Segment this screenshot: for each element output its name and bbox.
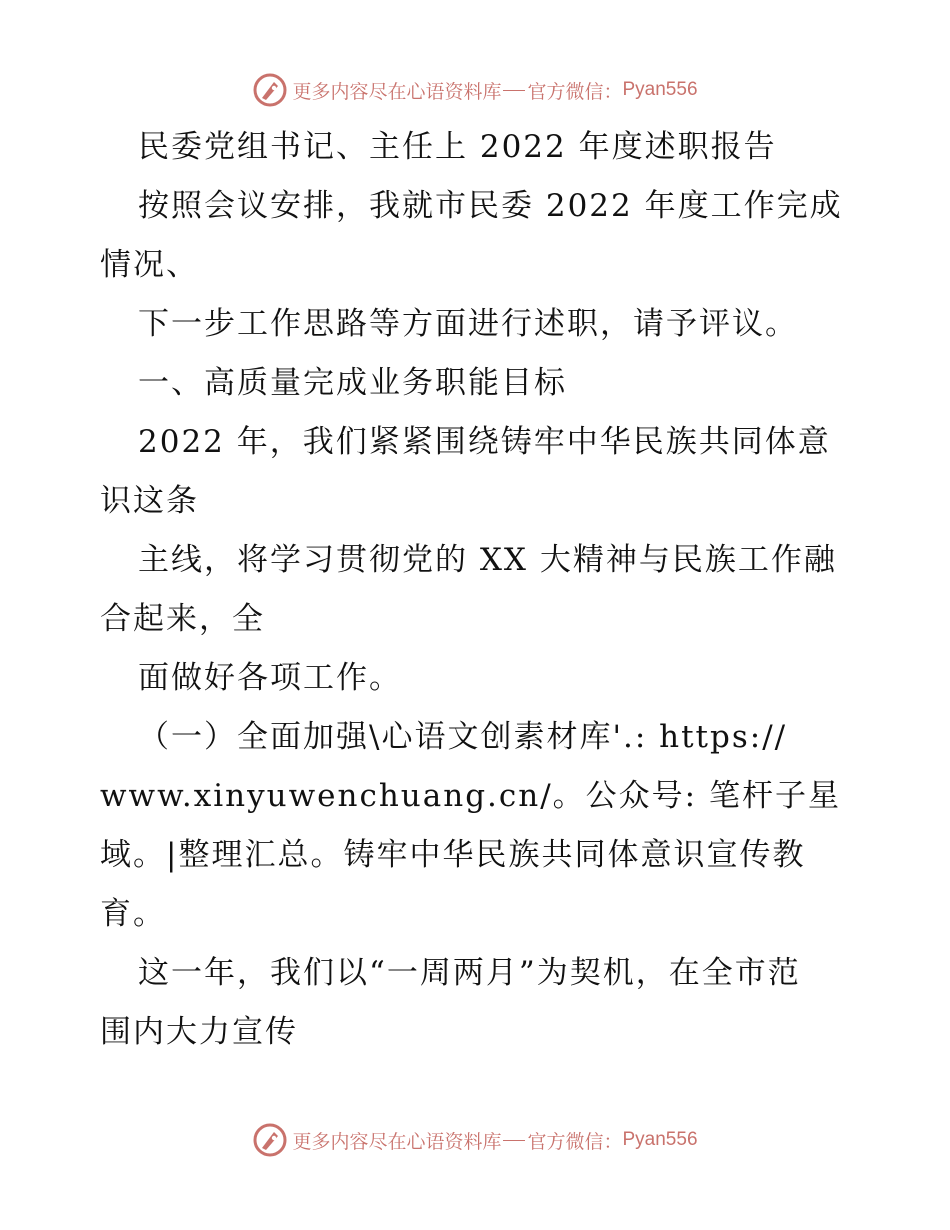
- text-line: 识这条: [100, 483, 199, 519]
- section-heading: 一、高质量完成业务职能目标: [138, 365, 567, 401]
- text-line: 2022 年，我们紧紧围绕铸牢中华民族共同体意: [138, 424, 831, 460]
- header-watermark: [0, 70, 950, 110]
- watermark-label: 官方微信：: [527, 1130, 623, 1153]
- watermark-label: 官方微信：: [527, 80, 623, 103]
- watermark-text: 更多内容尽在心语资料库: [292, 1130, 502, 1153]
- text-line: 围内大力宣传: [100, 1014, 298, 1050]
- text-line: 下一步工作思路等方面进行述职，请予评议。: [138, 306, 798, 342]
- text-line: 民委党组书记、主任上 2022 年度述职报告: [138, 129, 777, 165]
- text-line: www.xinyuwenchuang.cn/。公众号: 笔杆子星: [100, 778, 841, 814]
- watermark-text: 更多内容尽在心语资料库: [292, 80, 502, 103]
- watermark-id: Pyan556: [622, 1129, 698, 1150]
- text-line: 面做好各项工作。: [138, 660, 402, 696]
- text-line: 主线，将学习贯彻党的 XX 大精神与民族工作融: [138, 542, 837, 578]
- text-line: 育。: [100, 896, 166, 932]
- text-line: 按照会议安排，我就市民委 2022 年度工作完成: [138, 188, 843, 224]
- watermark-dash: [503, 1140, 525, 1141]
- pen-logo-icon: [252, 72, 288, 108]
- watermark-id: Pyan556: [622, 79, 698, 100]
- text-line: 合起来，全: [100, 601, 265, 637]
- watermark-dash: [503, 90, 525, 91]
- text-line: 这一年，我们以“一周两月”为契机，在全市范: [138, 955, 801, 991]
- subsection-heading: （一）全面加强\心语文创素材库'.: https://: [138, 719, 788, 755]
- pen-logo-icon: [252, 1122, 288, 1158]
- document-body: [100, 118, 860, 1062]
- text-line: 域。|整理汇总。铸牢中华民族共同体意识宣传教: [100, 837, 806, 873]
- footer-watermark: [0, 1120, 950, 1160]
- text-line: 情况、: [100, 247, 199, 283]
